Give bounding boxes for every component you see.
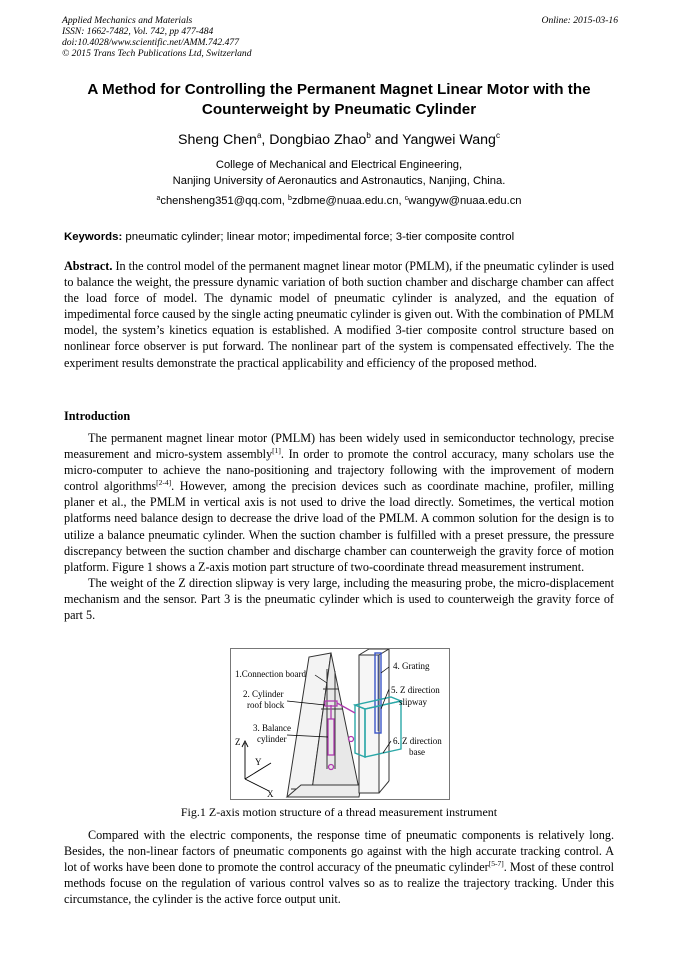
p1-text-a: The permanent magnet linear motor (PMLM) has been widely used in semiconductor technology, precise measurement and micro-system assembly [64,431,614,462]
affiliation-line-2: Nanjing University of Aeronautics and Astronautics, Nanjing, China. [172,175,506,187]
section-heading-introduction: Introduction [64,409,131,423]
figure-1-drawing [231,649,449,799]
p3-text-a: Compared with the electric components, the response time of pneumatic components is relatively long. Besides, the non-linear factors of pneumatic components go against with the high accurate tracking control. A lot of works have been done to promote the control accuracy of the pneumatic cylinder [64,828,614,875]
affiliation-line-1: College of Mechanical and Electrical Engineering, [215,159,463,171]
author-sep-2: and [370,132,403,148]
p1-text-c: . However, among the precision devices such as coordinate machine, profiler, milling planer et al., the PMLM in vertical axis is not used to drive the load directly. Sometimes, the vertical motion platforms need balance design to decrease the drive load of the PMLM. A common solution for the design is to utilize a balance pneumatic cylinder. When the suction chamber is fulfilled with a preset pressure, the pressure discrepancy between the suction chamber and discharge chamber can counterweigh the gravity force of motion platform. Figure 1 shows a Z-axis motion part structure of two-coordinate thread measurement instrument. [64,479,614,574]
intro-body-continued [64,827,614,907]
email-b-mark: b [288,195,292,202]
citation-5-7[interactable]: [5-7] [488,859,504,869]
abstract-label: Abstract. [64,259,113,273]
online-date: Online: 2015-03-16 [541,15,618,26]
label-connection-board: 1.Connection board [235,669,306,679]
label-balance-cylinder-1: 3. Balance [253,723,291,733]
author-1: Sheng Chen [178,132,257,148]
journal-header [62,15,618,59]
paragraph-1 [64,430,614,575]
author-list [40,131,638,149]
title-line-1: A Method for Controlling the Permanent Magnet Linear Motor with the [87,81,591,98]
p1-text-b: . In order to promote the control accuracy, many scholars use the micro-computer to achieve the nano-positioning and trajectory following with the improvement of modern control algorithms [64,447,614,494]
label-z-slipway-1: 5. Z direction [391,685,440,695]
axis-label-y: Y [255,757,262,767]
keywords-text: pneumatic cylinder; linear motor; impedimental force; 3-tier composite control [125,231,515,243]
email-b[interactable]: zdbme@nuaa.edu.cn, [291,195,405,207]
title-line-2: Counterweight by Pneumatic Cylinder [201,101,477,118]
email-a[interactable]: chensheng351@qq.com, [160,195,289,207]
paragraph-3 [64,827,614,907]
email-c-mark: c [404,195,409,202]
citation-2-4[interactable]: [2-4] [156,478,172,488]
label-cylinder-roof-1: 2. Cylinder [243,689,284,699]
citation-1[interactable]: [1] [272,446,281,456]
paper-title [40,80,638,120]
label-z-slipway-2: slipway [399,697,427,707]
abstract [64,258,614,371]
label-balance-cylinder-2: cylinder [257,734,287,744]
keywords-label: Keywords: [64,231,123,243]
author-sep-1: , [261,132,270,148]
intro-body [64,430,614,623]
author-2: Dongbiao Zhao [269,132,367,148]
issn-line: ISSN: 1662-7482, Vol. 742, pp 477-484 [62,26,214,37]
author-2-mark: b [366,131,371,140]
author-3: Yangwei Wang [402,132,496,148]
figure-1 [230,648,450,800]
label-cylinder-roof-2: roof block [247,700,285,710]
email-c[interactable]: wangyw@nuaa.edu.cn [408,195,522,207]
journal-name: Applied Mechanics and Materials [62,15,193,26]
author-3-mark: c [495,131,500,140]
figure-1-caption: Fig.1 Z-axis motion structure of a thread measurement instrument [180,805,498,819]
copyright-line: © 2015 Trans Tech Publications Ltd, Switzerland [62,48,252,59]
label-grating: 4. Grating [393,661,430,671]
axis-label-x: X [267,789,274,799]
label-z-base-2: base [409,747,425,757]
keywords [64,230,618,244]
affiliation [40,157,638,189]
axis-label-z: Z [235,737,241,747]
p3-text-b: . Most of these control methods focuse on the regulation of various control valves so as to realize the trajectory tracking. Under this circumstance, the cylinder is the active force output unit. [64,860,614,907]
email-a-mark: a [156,195,161,202]
label-z-base-1: 6. Z direction [393,736,442,746]
doi-line[interactable]: doi:10.4028/www.scientific.net/AMM.742.477 [62,37,240,48]
paragraph-2: The weight of the Z direction slipway is very large, including the measuring probe, the micro-displacement mechanism and the sensor. Part 3 is the pneumatic cylinder which is used to counterweigh the gravity force of part 5. [64,575,614,623]
email-list [40,194,638,208]
author-1-mark: a [256,131,262,140]
abstract-text: In the control model of the permanent magnet linear motor (PMLM), if the pneumatic cylinder is used to balance the weight, the pressure dynamic variation of both suction chamber and discharge chamber can affect the load force of model. The dynamic model of pneumatic cylinder is analyzed, and the equation of impedimental force caused by the single acting pneumatic cylinder is given out. With the combination of PMLM model, the system’s kinetics equation is established. A modified 3-tier composite control structure based on nonlinear force observer is put forward. The nonlinear part of the system is compensated effectively. The the experiment results demonstrate the practical applicability and efficiency of the proposed method. [64,259,614,370]
